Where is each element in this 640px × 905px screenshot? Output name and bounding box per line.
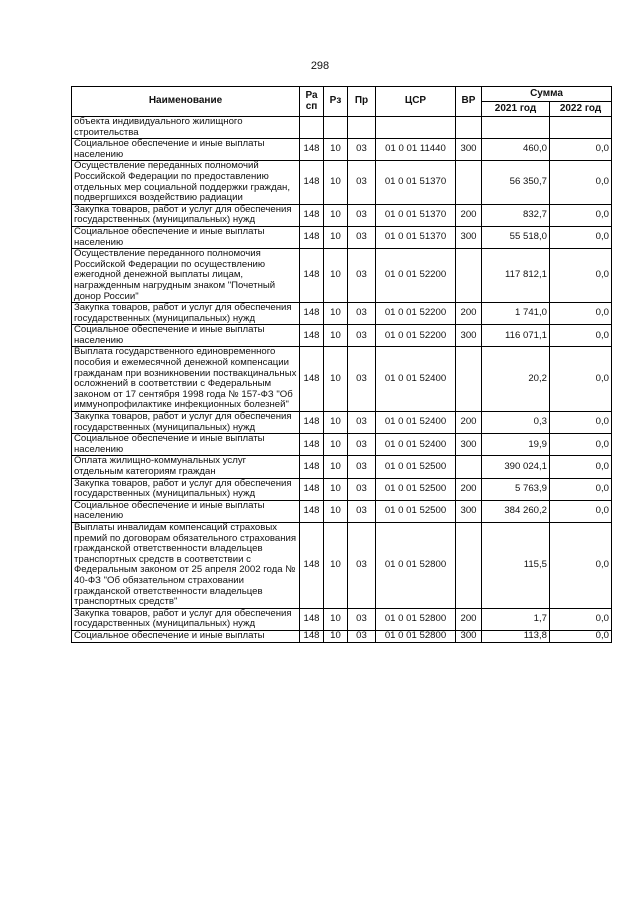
row-rz: 10 (324, 478, 348, 500)
row-sum-2021: 5 763,9 (482, 478, 550, 500)
row-vr (456, 249, 482, 303)
row-rz: 10 (324, 500, 348, 522)
row-csr: 01 0 01 52800 (376, 522, 456, 608)
row-vr: 300 (456, 434, 482, 456)
row-ra: 148 (300, 434, 324, 456)
table-row (72, 500, 612, 522)
row-ra: 148 (300, 522, 324, 608)
row-vr: 200 (456, 303, 482, 325)
row-csr: 01 0 01 52400 (376, 434, 456, 456)
row-pr: 03 (348, 249, 376, 303)
row-vr: 200 (456, 412, 482, 434)
row-ra: 148 (300, 139, 324, 161)
table-row (72, 478, 612, 500)
row-sum-2021: 1,7 (482, 608, 550, 630)
row-ra (300, 117, 324, 139)
row-pr: 03 (348, 325, 376, 347)
row-sum-2022: 0,0 (550, 522, 612, 608)
row-sum-2021 (482, 117, 550, 139)
row-csr: 01 0 01 51370 (376, 161, 456, 204)
row-ra: 148 (300, 204, 324, 226)
row-vr: 200 (456, 478, 482, 500)
row-vr (456, 161, 482, 204)
row-sum-2021: 117 812,1 (482, 249, 550, 303)
row-vr: 300 (456, 325, 482, 347)
row-ra: 148 (300, 500, 324, 522)
row-sum-2022: 0,0 (550, 478, 612, 500)
row-sum-2022: 0,0 (550, 249, 612, 303)
row-csr: 01 0 01 11440 (376, 139, 456, 161)
row-pr: 03 (348, 226, 376, 248)
row-name: Закупка товаров, работ и услуг для обеспечения государственных (муниципальных) нужд (72, 478, 300, 500)
row-sum-2022: 0,0 (550, 139, 612, 161)
row-pr: 03 (348, 303, 376, 325)
row-rz: 10 (324, 226, 348, 248)
row-vr (456, 522, 482, 608)
row-pr: 03 (348, 608, 376, 630)
row-sum-2021: 19,9 (482, 434, 550, 456)
row-sum-2022: 0,0 (550, 226, 612, 248)
row-rz: 10 (324, 139, 348, 161)
row-pr: 03 (348, 434, 376, 456)
table-row (72, 412, 612, 434)
header-2022: 2022 год (550, 102, 612, 117)
row-vr: 300 (456, 500, 482, 522)
row-name: Социальное обеспечение и иные выплаты населению (72, 434, 300, 456)
row-sum-2021: 832,7 (482, 204, 550, 226)
row-csr: 01 0 01 52800 (376, 608, 456, 630)
table-row (72, 204, 612, 226)
row-sum-2022: 0,0 (550, 608, 612, 630)
row-sum-2021: 460,0 (482, 139, 550, 161)
row-rz: 10 (324, 204, 348, 226)
row-rz: 10 (324, 249, 348, 303)
row-csr: 01 0 01 52400 (376, 412, 456, 434)
row-pr: 03 (348, 500, 376, 522)
header-pr: Пр (348, 87, 376, 117)
row-sum-2021: 115,5 (482, 522, 550, 608)
row-sum-2021: 0,3 (482, 412, 550, 434)
row-vr: 200 (456, 608, 482, 630)
row-ra: 148 (300, 478, 324, 500)
row-name: Выплата государственного единовременного пособия и ежемесячной денежной компенсации гражданам при возникновении поствакцинальных осложнений в соответствии с Федеральным законом от 17 сентября 1998 года № 157-ФЗ "Об иммунопрофилактике инфекционных болезней" (72, 347, 300, 412)
row-csr: 01 0 01 52500 (376, 500, 456, 522)
header-2021: 2021 год (482, 102, 550, 117)
row-csr: 01 0 01 52200 (376, 303, 456, 325)
row-csr: 01 0 01 52500 (376, 456, 456, 478)
row-ra: 148 (300, 249, 324, 303)
table-header (72, 87, 612, 117)
header-vr: ВР (456, 87, 482, 117)
row-sum-2022 (550, 117, 612, 139)
row-pr: 03 (348, 139, 376, 161)
row-ra: 148 (300, 325, 324, 347)
page-number: 298 (310, 60, 330, 72)
row-sum-2022: 0,0 (550, 325, 612, 347)
table-row (72, 630, 612, 642)
row-sum-2021: 113,8 (482, 630, 550, 642)
row-pr: 03 (348, 456, 376, 478)
row-sum-2021: 116 071,1 (482, 325, 550, 347)
row-ra: 148 (300, 456, 324, 478)
row-csr: 01 0 01 52500 (376, 478, 456, 500)
row-ra: 148 (300, 630, 324, 642)
table-row (72, 161, 612, 204)
row-sum-2022: 0,0 (550, 456, 612, 478)
table-body (72, 117, 612, 643)
row-pr: 03 (348, 478, 376, 500)
header-rz: Рз (324, 87, 348, 117)
row-sum-2022: 0,0 (550, 347, 612, 412)
row-sum-2022: 0,0 (550, 204, 612, 226)
row-pr: 03 (348, 522, 376, 608)
row-ra: 148 (300, 226, 324, 248)
row-name: Социальное обеспечение и иные выплаты населению (72, 325, 300, 347)
row-vr (456, 117, 482, 139)
row-rz: 10 (324, 161, 348, 204)
row-csr: 01 0 01 51370 (376, 204, 456, 226)
row-rz: 10 (324, 303, 348, 325)
row-ra: 148 (300, 608, 324, 630)
row-sum-2022: 0,0 (550, 630, 612, 642)
table-row (72, 522, 612, 608)
row-sum-2021: 55 518,0 (482, 226, 550, 248)
row-rz: 10 (324, 412, 348, 434)
row-pr: 03 (348, 161, 376, 204)
row-name: Осуществление переданного полномочия Российской Федерации по осуществлению ежегодной денежной выплаты лицам, награжденным нагрудным знаком "Почетный донор России" (72, 249, 300, 303)
row-name: Осуществление переданных полномочий Российской Федерации по предоставлению отдельных мер социальной поддержки граждан, подвергшихся воздействию радиации (72, 161, 300, 204)
row-name: Закупка товаров, работ и услуг для обеспечения государственных (муниципальных) нужд (72, 608, 300, 630)
row-name: Социальное обеспечение и иные выплаты населению (72, 139, 300, 161)
row-csr: 01 0 01 51370 (376, 226, 456, 248)
row-vr (456, 347, 482, 412)
header-csr: ЦСР (376, 87, 456, 117)
row-csr: 01 0 01 52200 (376, 249, 456, 303)
row-sum-2021: 56 350,7 (482, 161, 550, 204)
row-csr (376, 117, 456, 139)
row-rz: 10 (324, 325, 348, 347)
row-pr: 03 (348, 347, 376, 412)
row-ra: 148 (300, 412, 324, 434)
row-name: Социальное обеспечение и иные выплаты населению (72, 226, 300, 248)
row-name: Закупка товаров, работ и услуг для обеспечения государственных (муниципальных) нужд (72, 303, 300, 325)
row-sum-2022: 0,0 (550, 161, 612, 204)
header-ra: Ра сп (300, 87, 324, 117)
row-pr: 03 (348, 412, 376, 434)
row-pr: 03 (348, 630, 376, 642)
table-row (72, 139, 612, 161)
row-sum-2021: 20,2 (482, 347, 550, 412)
row-pr (348, 117, 376, 139)
row-name: Оплата жилищно-коммунальных услуг отдельным категориям граждан (72, 456, 300, 478)
row-rz: 10 (324, 434, 348, 456)
table-row (72, 608, 612, 630)
table-row (72, 347, 612, 412)
row-csr: 01 0 01 52800 (376, 630, 456, 642)
budget-table (71, 86, 612, 643)
table-row (72, 325, 612, 347)
row-vr: 300 (456, 226, 482, 248)
table-row (72, 456, 612, 478)
row-sum-2022: 0,0 (550, 412, 612, 434)
row-rz: 10 (324, 456, 348, 478)
row-ra: 148 (300, 347, 324, 412)
row-rz: 10 (324, 630, 348, 642)
row-rz: 10 (324, 522, 348, 608)
row-sum-2022: 0,0 (550, 500, 612, 522)
row-vr: 200 (456, 204, 482, 226)
row-sum-2022: 0,0 (550, 434, 612, 456)
row-sum-2021: 384 260,2 (482, 500, 550, 522)
row-name: Социальное обеспечение и иные выплаты населению (72, 500, 300, 522)
row-sum-2021: 390 024,1 (482, 456, 550, 478)
row-rz: 10 (324, 347, 348, 412)
table-row (72, 226, 612, 248)
row-vr (456, 456, 482, 478)
row-name: объекта индивидуального жилищного строительства (72, 117, 300, 139)
row-name: Выплаты инвалидам компенсаций страховых премий по договорам обязательного страхования гражданской ответственности владельцев транспортных средств в соответствии с Федеральным законом от 25 апреля 2002 года № 40-ФЗ "Об обязательном страховании гражданской ответственности владельцев транспортных средств" (72, 522, 300, 608)
row-name: Закупка товаров, работ и услуг для обеспечения государственных (муниципальных) нужд (72, 412, 300, 434)
row-rz (324, 117, 348, 139)
table-row (72, 434, 612, 456)
row-vr: 300 (456, 139, 482, 161)
header-sum: Сумма (482, 87, 612, 102)
table-row (72, 249, 612, 303)
row-sum-2022: 0,0 (550, 303, 612, 325)
table-row (72, 117, 612, 139)
row-vr: 300 (456, 630, 482, 642)
row-sum-2021: 1 741,0 (482, 303, 550, 325)
row-name: Социальное обеспечение и иные выплаты (72, 630, 300, 642)
table-row (72, 303, 612, 325)
row-name: Закупка товаров, работ и услуг для обеспечения государственных (муниципальных) нужд (72, 204, 300, 226)
row-csr: 01 0 01 52200 (376, 325, 456, 347)
row-ra: 148 (300, 303, 324, 325)
header-name: Наименование (72, 87, 300, 117)
row-rz: 10 (324, 608, 348, 630)
row-ra: 148 (300, 161, 324, 204)
row-pr: 03 (348, 204, 376, 226)
row-csr: 01 0 01 52400 (376, 347, 456, 412)
